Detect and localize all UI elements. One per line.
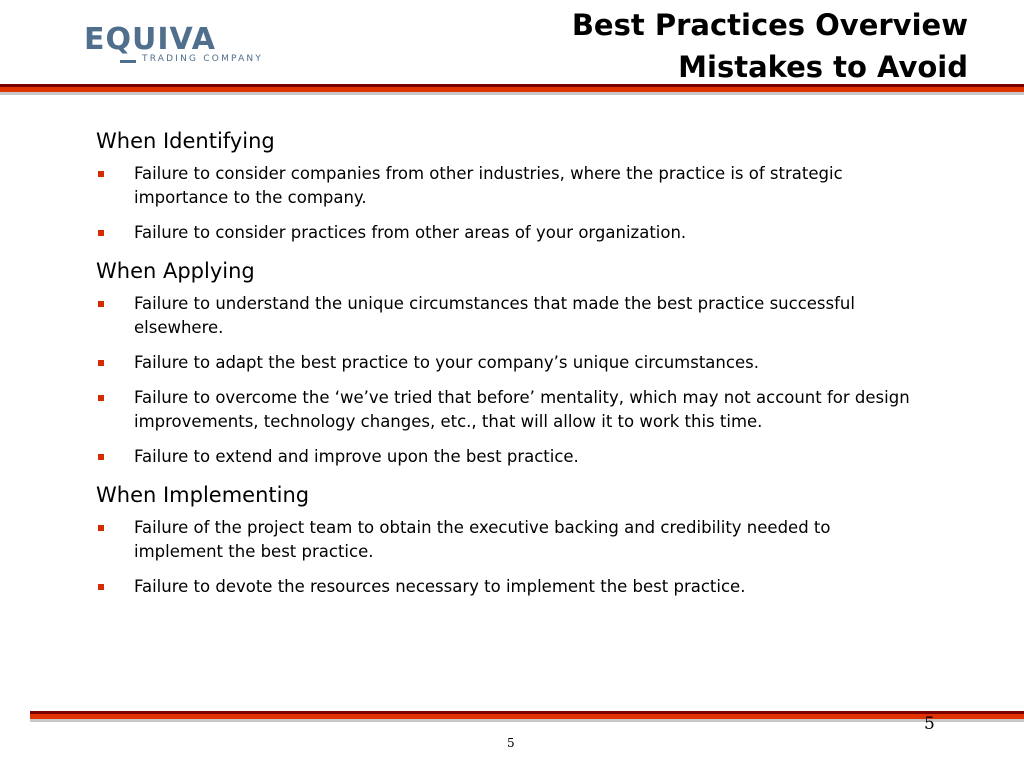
square-bullet-icon <box>98 171 104 177</box>
section-implementing <box>96 480 916 599</box>
square-bullet-icon <box>98 360 104 366</box>
bullet-item <box>96 516 916 564</box>
section-heading: When Implementing <box>96 483 310 507</box>
square-bullet-icon <box>98 395 104 401</box>
bullet-text: Failure to overcome the ‘we’ve tried that before’ mentality, which may not account for design improvements, technology changes, etc., that will allow it to work this time. <box>134 388 910 431</box>
footer-rule <box>30 711 1024 723</box>
page-number: 5 <box>507 736 515 750</box>
bullet-text: Failure to consider companies from other industries, where the practice is of strategic importance to the company. <box>134 164 843 207</box>
header-rule <box>0 84 1024 96</box>
square-bullet-icon <box>98 301 104 307</box>
slide-title-line-2: Mistakes to Avoid <box>678 50 968 84</box>
logo-tagline: TRADING COMPANY <box>142 54 264 64</box>
bullet-text: Failure to consider practices from other areas of your organization. <box>134 223 687 242</box>
bullet-text: Failure to extend and improve upon the best practice. <box>134 447 579 466</box>
square-bullet-icon <box>98 525 104 531</box>
section-heading: When Applying <box>96 259 255 283</box>
slide-body <box>96 126 916 610</box>
bullet-text: Failure to adapt the best practice to your company’s unique circumstances. <box>134 353 759 372</box>
logo-wordmark: EQUIVA <box>84 22 216 57</box>
bullet-text: Failure to devote the resources necessary to implement the best practice. <box>134 577 746 596</box>
bullet-item <box>96 445 916 469</box>
square-bullet-icon <box>98 230 104 236</box>
section-heading: When Identifying <box>96 129 275 153</box>
slide-number: 5 <box>924 714 935 734</box>
section-identifying <box>96 126 916 245</box>
bullet-text: Failure of the project team to obtain the executive backing and credibility needed to implement the best practice. <box>134 518 831 561</box>
company-logo <box>84 24 284 74</box>
bullet-text: Failure to understand the unique circumstances that made the best practice successful elsewhere. <box>134 294 855 337</box>
bullet-item <box>96 162 916 210</box>
section-applying <box>96 256 916 469</box>
square-bullet-icon <box>98 454 104 460</box>
slide-title <box>572 4 968 88</box>
bullet-item <box>96 292 916 340</box>
slide-title-line-1: Best Practices Overview <box>571 8 968 42</box>
bullet-item <box>96 386 916 434</box>
square-bullet-icon <box>98 584 104 590</box>
bullet-item <box>96 351 916 375</box>
bullet-item <box>96 575 916 599</box>
bullet-item <box>96 221 916 245</box>
logo-dash <box>120 60 136 63</box>
